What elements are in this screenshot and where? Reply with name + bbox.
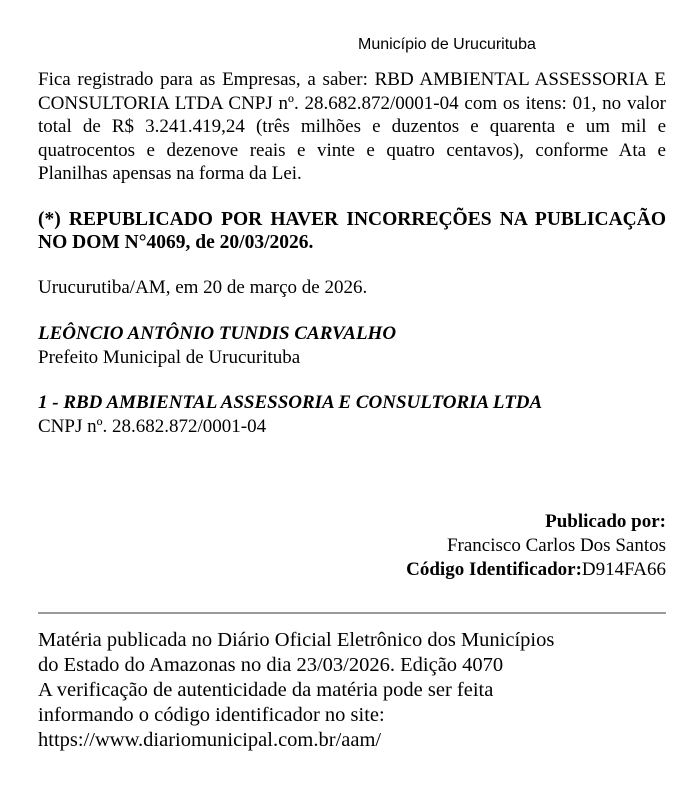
identifier-code-label: Código Identificador: (406, 559, 582, 580)
footer-divider (38, 612, 666, 614)
identifier-code-line (406, 558, 666, 582)
identifier-code: D914FA66 (581, 559, 666, 580)
company-cnpj: CNPJ nº. 28.682.872/0001-04 (38, 415, 267, 437)
footer-line-2: do Estado do Amazonas no dia 23/03/2026. Edição 4070 (38, 654, 504, 676)
signer-title: Prefeito Municipal de Urucurituba (38, 346, 301, 368)
footer-line-3: A verificação de autenticidade da matéria pode ser feita (38, 679, 494, 701)
republication-notice: (*) REPUBLICADO POR HAVER INCORREÇÕES NA PUBLICAÇÃO NO DOM N°4069, de 20/03/2026. (38, 208, 666, 253)
footer-line-4: informando o código identificador no site: (38, 704, 385, 726)
document-body (38, 68, 666, 438)
signer-name: LEÔNCIO ANTÔNIO TUNDIS CARVALHO (38, 323, 397, 344)
publication-info (406, 510, 666, 582)
company-name: 1 - RBD AMBIENTAL ASSESSORIA E CONSULTORIA LTDA (38, 392, 543, 413)
registration-paragraph: Fica registrado para as Empresas, a saber: RBD AMBIENTAL ASSESSORIA E CONSULTORIA LTDA CNPJ nº. 28.682.872/0001-04 com os itens: 01, no valor total de R$ 3.241.419,24 (três milhões e duzentos e quarenta e um mil e quatrocentos e dezenove reais e vinte e quatro centavos), conforme Ata e Planilhas apensas na forma da Lei. (38, 69, 666, 184)
footer-line-1: Matéria publicada no Diário Oficial Eletrônico dos Municípios (38, 629, 555, 651)
footer-url: https://www.diariomunicipal.com.br/aam/ (38, 729, 382, 751)
municipality-header: Município de Urucurituba (358, 36, 536, 53)
place-date: Urucurutiba/AM, em 20 de março de 2026. (38, 276, 368, 298)
publisher-name: Francisco Carlos Dos Santos (446, 535, 666, 556)
footer-notice (38, 628, 678, 753)
published-by-label: Publicado por: (545, 511, 666, 532)
